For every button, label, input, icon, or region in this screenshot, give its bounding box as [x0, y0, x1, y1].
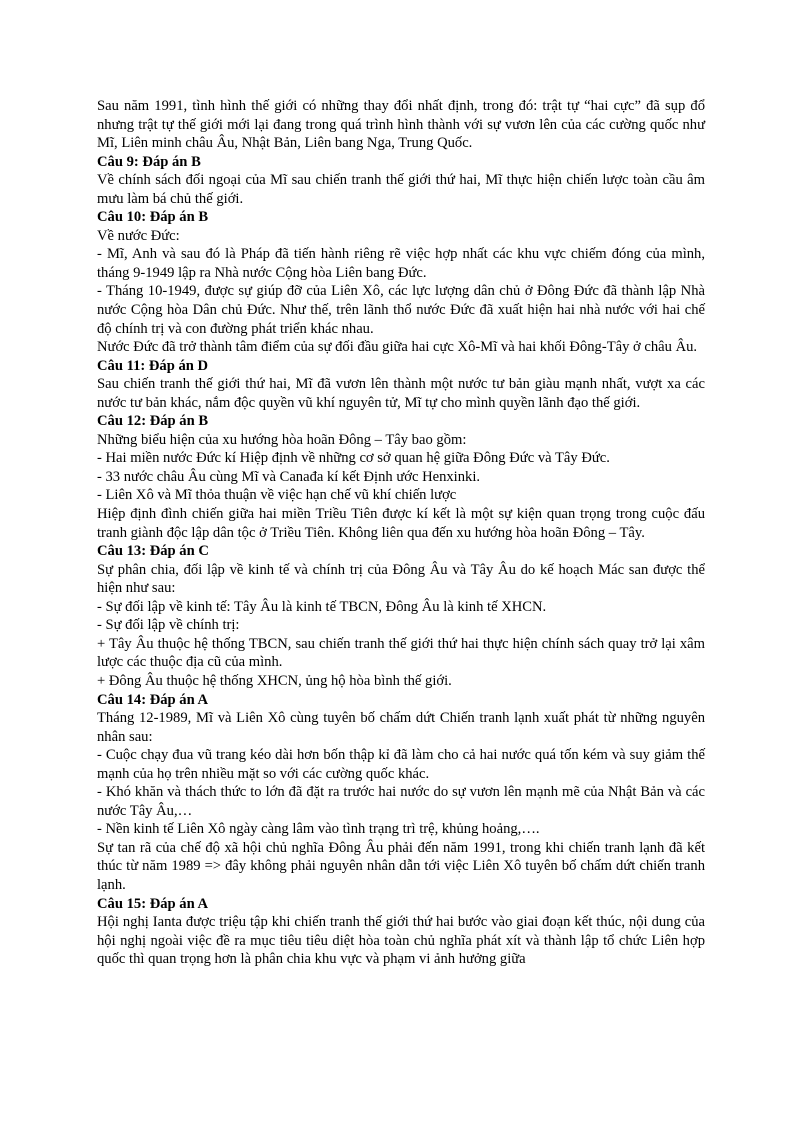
question-14-line: Tháng 12-1989, Mĩ và Liên Xô cùng tuyên bố chấm dứt Chiến tranh lạnh xuất phát từ những nguyên nhân sau:	[97, 710, 705, 745]
intro-paragraph: Sau năm 1991, tình hình thế giới có những thay đổi nhất định, trong đó: trật tự “hai cực” đã sụp đổ nhưng trật tự thế giới mới lại đang trong quá trình hình thành với sự vươn lên của các cường quốc như Mĩ, Liên minh châu Âu, Nhật Bản, Liên bang Nga, Trung Quốc.	[97, 98, 705, 152]
question-10-line: Về nước Đức:	[97, 227, 180, 244]
question-14-heading: Câu 14: Đáp án A	[97, 691, 209, 708]
question-12-line: Những biểu hiện của xu hướng hòa hoãn Đông – Tây bao gồm:	[97, 431, 467, 448]
question-12-line: - Hai miền nước Đức kí Hiệp định về những cơ sở quan hệ giữa Đông Đức và Tây Đức.	[97, 450, 610, 467]
question-12-line: Hiệp định đình chiến giữa hai miền Triều Tiên được kí kết là một sự kiện quan trọng trong cuộc đấu tranh giành độc lập dân tộc ở Triều Tiên. Không liên qua đến xu hướng hòa hoãn Đông – Tây.	[97, 506, 705, 541]
question-13-heading: Câu 13: Đáp án C	[97, 543, 209, 560]
question-12-line: - 33 nước châu Âu cùng Mĩ và Canađa kí kết Định ước Henxinki.	[97, 468, 481, 485]
question-10-line: Nước Đức đã trở thành tâm điểm của sự đối đầu giữa hai cực Xô-Mĩ và hai khối Đông-Tây ở châu Âu.	[97, 339, 698, 356]
question-10-line: - Mĩ, Anh và sau đó là Pháp đã tiến hành riêng rẽ việc hợp nhất các khu vực chiếm đóng của mình, tháng 9-1949 lập ra Nhà nước Cộng hòa Liên bang Đức.	[97, 246, 705, 281]
question-10-heading: Câu 10: Đáp án B	[97, 209, 209, 226]
question-13-line: + Tây Âu thuộc hệ thống TBCN, sau chiến tranh thế giới thứ hai thực hiện chính sách quay trở lại xâm lược các thuộc địa cũ của mình.	[97, 635, 705, 671]
document-page	[97, 97, 705, 969]
question-13-line: Sự phân chia, đối lập về kinh tế và chính trị của Đông Âu và Tây Âu do kế hoạch Mác san được thể hiện như sau:	[97, 561, 705, 597]
question-14-line: - Cuộc chạy đua vũ trang kéo dài hơn bốn thập kỉ đã làm cho cả hai nước quá tốn kém và suy giảm thế mạnh của họ trên nhiều mặt so với các cường quốc khác.	[97, 747, 705, 782]
question-14-line: - Khó khăn và thách thức to lớn đã đặt ra trước hai nước do sự vươn lên mạnh mẽ của Nhật Bản và các nước Tây Âu,…	[97, 784, 705, 819]
question-15-text: Hội nghị Ianta được triệu tập khi chiến tranh thế giới thứ hai bước vào giai đoạn kết thúc, nội dung của hội nghị ngoài việc đề ra mục tiêu tiêu diệt hòa toàn chủ nghĩa phát xít và thành lập tổ chức Liên hợp quốc thì quan trọng hơn là phân chia khu vực và phạm vi ảnh hưởng giữa	[97, 914, 705, 968]
question-14-line: - Nền kinh tế Liên Xô ngày càng lâm vào tình trạng trì trệ, khủng hoảng,….	[97, 821, 540, 838]
question-13-line: - Sự đối lập về chính trị:	[97, 617, 240, 634]
question-13-line: - Sự đối lập về kinh tế: Tây Âu là kinh tế TBCN, Đông Âu là kinh tế XHCN.	[97, 598, 547, 615]
question-12-line: - Liên Xô và Mĩ thỏa thuận về việc hạn chế vũ khí chiến lược	[97, 487, 457, 504]
question-11-text: Sau chiến tranh thế giới thứ hai, Mĩ đã vươn lên thành một nước tư bản giàu mạnh nhất, vượt xa các nước tư bản khác, nắm độc quyền vũ khí nguyên tử, Mĩ tự cho mình quyền lãnh đạo thế giới.	[97, 376, 705, 411]
question-15-heading: Câu 15: Đáp án A	[97, 895, 209, 912]
question-11-heading: Câu 11: Đáp án D	[97, 357, 209, 374]
question-13-line: + Đông Âu thuộc hệ thống XHCN, ủng hộ hòa bình thế giới.	[97, 672, 452, 689]
question-14-line: Sự tan rã của chế độ xã hội chủ nghĩa Đông Âu phải đến năm 1991, trong khi chiến tranh lạnh đã kết thúc từ năm 1989 => đây không phải nguyên nhân dẫn tới việc Liên Xô tuyên bố chấm dứt chiến tranh lạnh.	[97, 839, 705, 893]
question-9-heading: Câu 9: Đáp án B	[97, 153, 201, 170]
question-9-text: Về chính sách đối ngoại của Mĩ sau chiến tranh thế giới thứ hai, Mĩ thực hiện chiến lược toàn cầu âm mưu làm bá chủ thế giới.	[97, 172, 705, 207]
question-12-heading: Câu 12: Đáp án B	[97, 413, 209, 430]
question-10-line: - Tháng 10-1949, được sự giúp đỡ của Liên Xô, các lực lượng dân chủ ở Đông Đức đã thành lập Nhà nước Cộng hòa Dân chủ Đức. Như thế, trên lãnh thổ nước Đức đã xuất hiện hai nhà nước với hai chế độ chính trị và con đường phát triển khác nhau.	[97, 283, 705, 337]
